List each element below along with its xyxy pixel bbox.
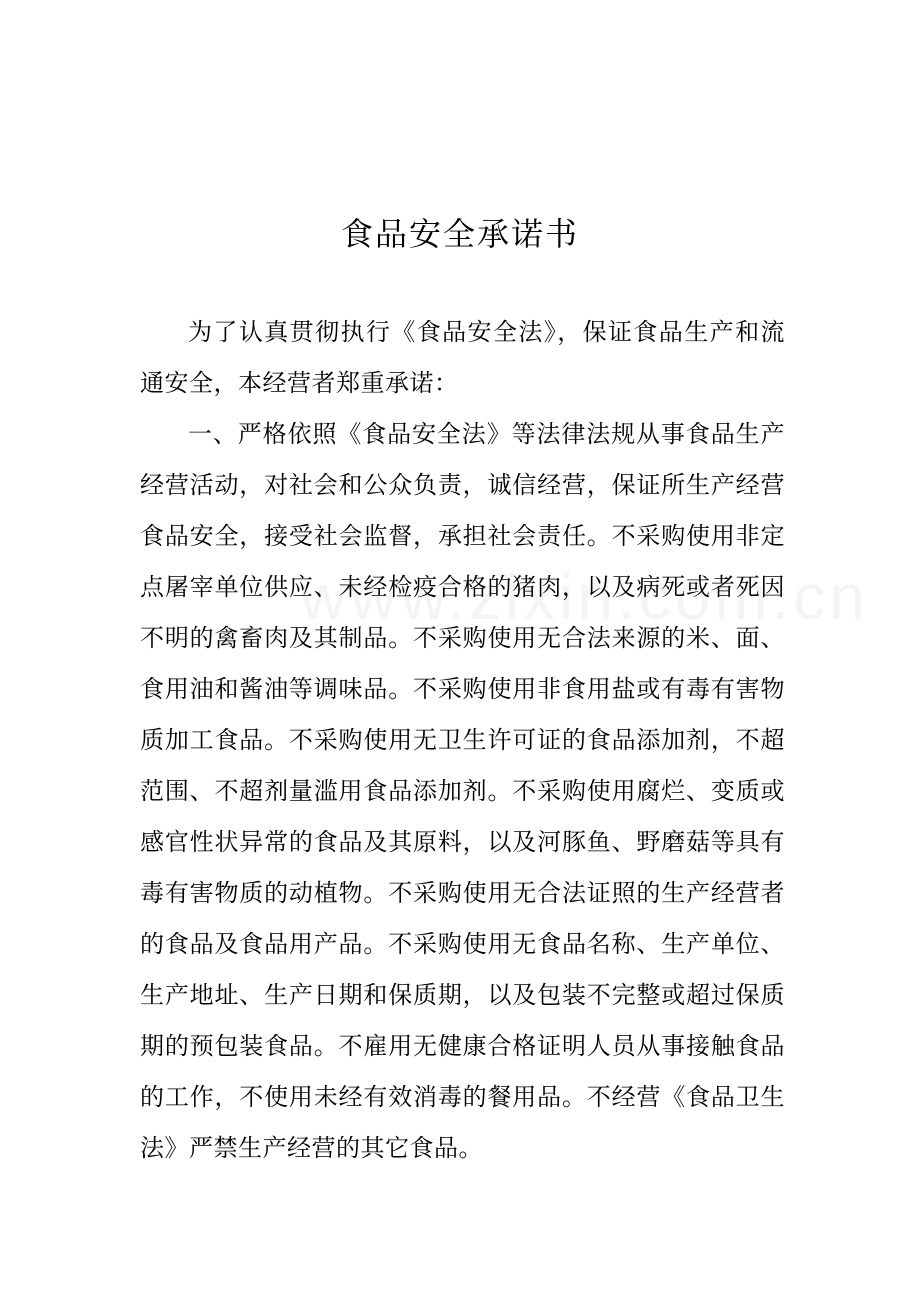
- document-body: [140, 307, 785, 1174]
- paragraph-clause-1: 一、严格依照《食品安全法》等法律法规从事食品生产经营活动，对社会和公众负责，诚信经营，保证所生产经营食品安全，接受社会监督，承担社会责任。不采购使用非定点屠宰单位供应、未经检疫合格的猪肉，以及病死或者死因不明的禽畜肉及其制品。不采购使用无合法来源的米、面、食用油和酱油等调味品。不采购使用非食用盐或有毒有害物质加工食品。不采购使用无卫生许可证的食品添加剂，不超范围、不超剂量滥用食品添加剂。不采购使用腐烂、变质或感官性状异常的食品及其原料，以及河豚鱼、野磨菇等具有毒有害物质的动植物。不采购使用无合法证照的生产经营者的食品及食品用产品。不采购使用无食品名称、生产单位、生产地址、生产日期和保质期，以及包装不完整或超过保质期的预包装食品。不雇用无健康合格证明人员从事接触食品的工作，不使用未经有效消毒的餐用品。不经营《食品卫生法》严禁生产经营的其它食品。: [140, 420, 785, 1162]
- document-title: 食品安全承诺书: [340, 215, 579, 253]
- paragraph-intro: 为了认真贯彻执行《食品安全法》，保证食品生产和流通安全，本经营者郑重承诺：: [140, 318, 785, 397]
